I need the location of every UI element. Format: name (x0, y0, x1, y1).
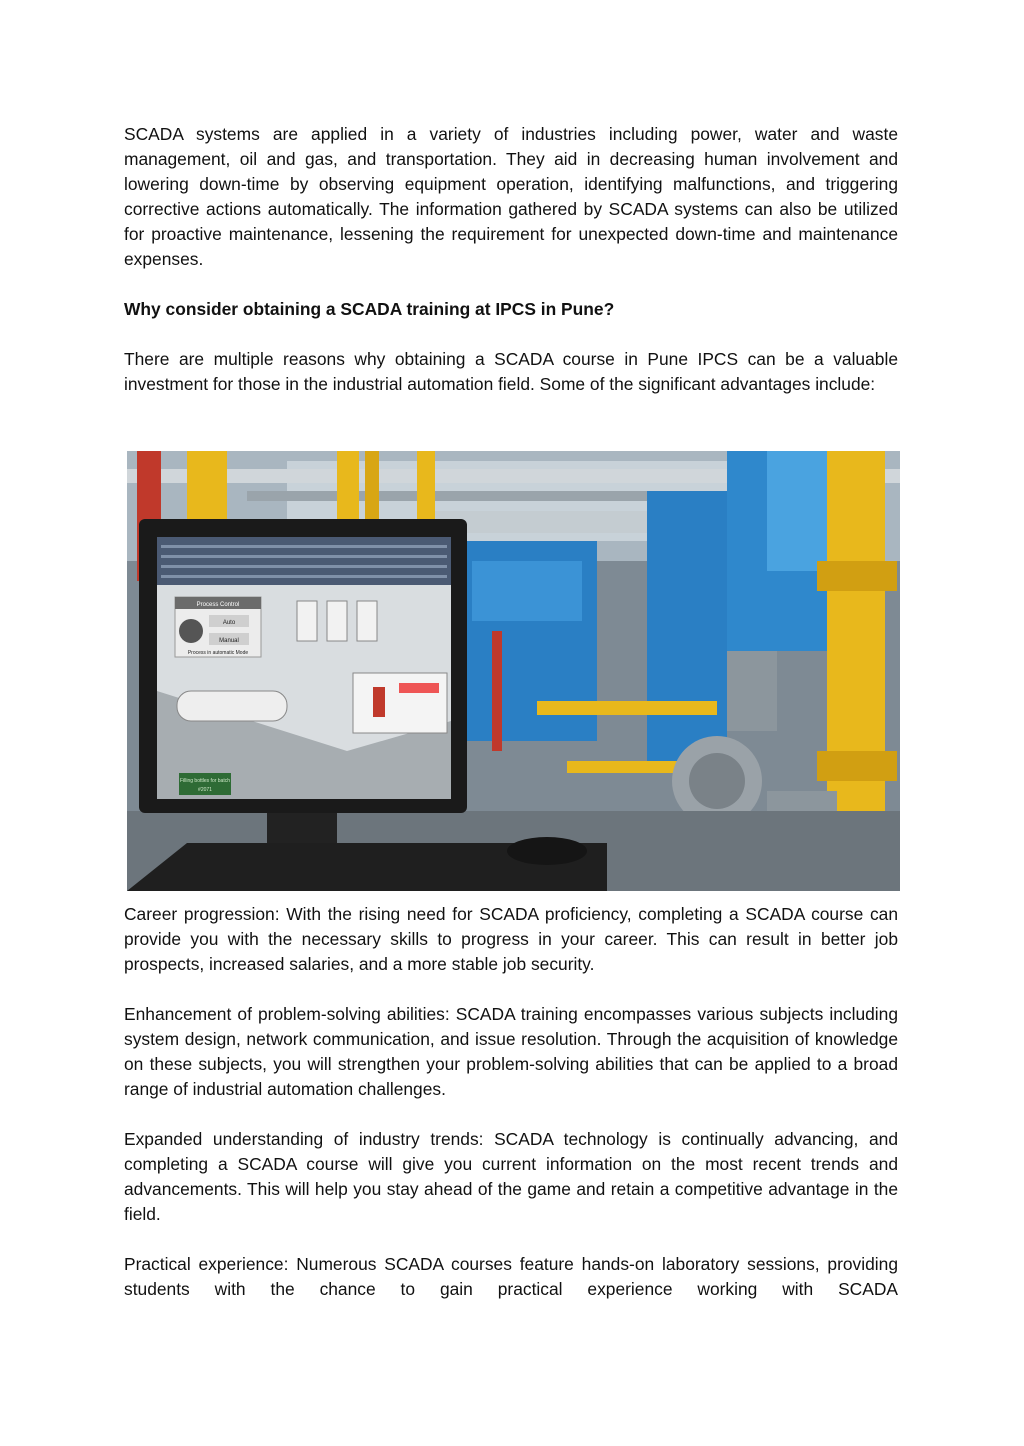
scada-industrial-photo (127, 451, 900, 891)
screen-label-line1: Filling bottles for batch (179, 778, 231, 784)
paragraph-reasons: There are multiple reasons why obtaining a SCADA course in Pune IPCS can be a valuable investment for those in the industrial automation field. Some of the significant advantages include: (124, 349, 898, 394)
paragraph-problem-solving: Enhancement of problem-solving abilities: SCADA training encompasses various subjects including system design, network communication, and issue resolution. Through the acquisition of knowledge on these subjects, you will strengthen your problem-solving abilities that can be applied to a broad range of industrial automation challenges. (124, 1004, 898, 1099)
screen-button-auto: Auto (222, 620, 236, 626)
section-heading: Why consider obtaining a SCADA training at IPCS in Pune? (124, 299, 615, 319)
paragraph-career: Career progression: With the rising need for SCADA proficiency, completing a SCADA course can provide you with the necessary skills to progress in your career. This can result in better job prospects, increased salaries, and a more stable job security. (124, 904, 898, 974)
screen-panel-title: Process Control (196, 602, 240, 608)
paragraph-intro: SCADA systems are applied in a variety of industries including power, water and waste management, oil and gas, and transportation. They aid in decreasing human involvement and lowering down-time by observing equipment operation, identifying malfunctions, and triggering corrective actions automatically. The information gathered by SCADA systems can also be utilized for proactive maintenance, lessening the requirement for unexpected down-time and maintenance expenses. (124, 124, 898, 269)
screen-label-line2: #2071 (198, 787, 212, 793)
paragraph-trends: Expanded understanding of industry trends: SCADA technology is continually advancing, and completing a SCADA course will give you current information on the most recent trends and advancements. This will help you stay ahead of the game and retain a competitive advantage in the field. (124, 1129, 898, 1224)
photo-illustration (127, 451, 900, 891)
screen-status-text: Process in automatic Mode (187, 650, 249, 656)
paragraph-practical: Practical experience: Numerous SCADA courses feature hands-on laboratory sessions, providing students with the chance to gain practical experience working with SCADA (124, 1254, 898, 1299)
screen-button-manual: Manual (219, 638, 239, 644)
